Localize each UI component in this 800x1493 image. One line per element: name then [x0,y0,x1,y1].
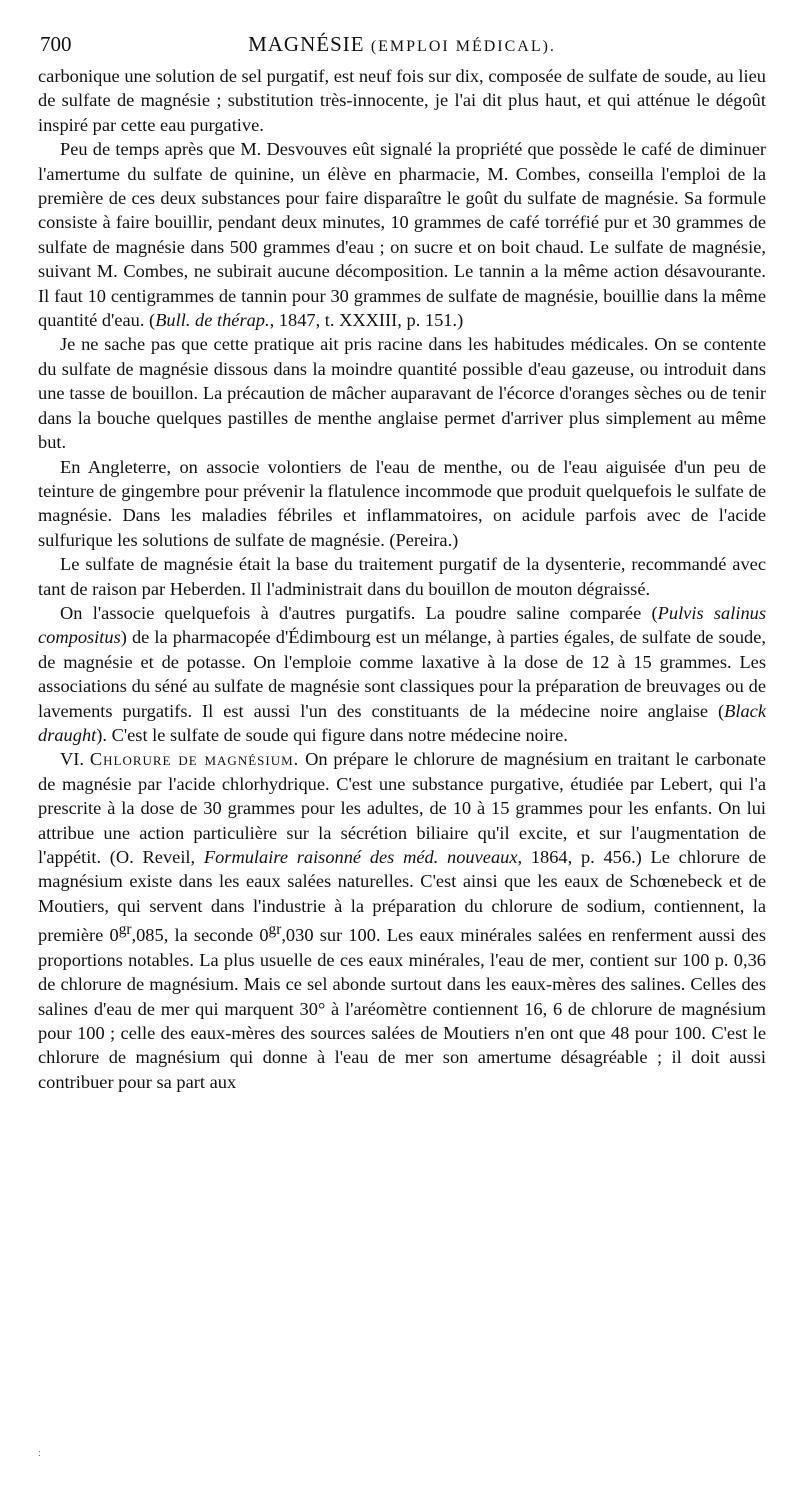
text-run: ,085, la seconde 0 [131,925,269,946]
text-run: Le sulfate de magnésie était la base du traitement purgatif de la dysenterie, recommandé avec tant de raison par Heberden. Il l'administrait dans du bouillon de mouton dégraissé. [38,554,766,599]
text-run: , 1864, p. 456.) Le chlorure de magnésium existe dans les eaux salées naturelles. C'est ainsi que les eaux de Schœnebeck et de Moutiers, qui servent dans l'industrie à la préparation du chlorure de sodium, contiennent, la première 0 [38,847,767,946]
superscript-run: gr [268,921,282,939]
text-run: ) de la pharmacopée d'Édimbourg est un mélange, à parties égales, de sulfate de soude, de magnésie et de potasse. On l'emploie comme laxative à la dose de 12 à 15 grammes. Les associations du séné au sulfate de magnésie sont classiques pour la préparation de breuvages ou de lavements purgatifs. Il est aussi l'un des constituants de la médecine noire anglaise ( [38,627,766,721]
italic-run: Formulaire raisonné des méd. nouveaux [203,847,518,867]
paragraph [38,137,766,332]
text-run: , 1847, t. XXXIII, p. 151.) [269,310,464,331]
text-run: ,030 sur 100. Les eaux minérales salées en renferment aussi des proportions notables. La plus usuelle de ces eaux minérales, l'eau de mer, contient sur 100 p. 0,36 de chlorure de magnésium. Mais ce sel abonde surtout dans les eaux-mères des salines. Celles des salines d'eau de mer qui marquent 30° à l'aréomètre contiennent 16, 6 de chlorure de magnésium pour 100 ; celle des eaux-mères des sources salées de Moutiers n'en ont que 48 pour 100. C'est le chlorure de magnésium qui donne à l'eau de mer son amertume désagréable ; il doit aussi contribuer pour sa part aux [38,925,766,1092]
italic-run: Pulvis salinus compositus [38,602,766,648]
text-run: Je ne sache pas que cette pratique ait pris racine dans les habitudes médicales. On se contente du sulfate de magnésie dissous dans la moindre quantité possible d'eau gazeuse, ou introduit dans une tasse de bouillon. La précaution de mâcher auparavant de l'écorce d'oranges sèches ou de tenir dans la bouche quelques pastilles de menthe anglaise permet d'arriver plus simplement au même but. [38,334,766,453]
text-run: En Angleterre, on associe volontiers de l'eau de menthe, ou de l'eau aiguisée d'un peu de teinture de gingembre pour prévenir la flatulence incommode que produit quelquefois le sulfate de magnésie. Dans les maladies fébriles et inflammatoires, on acidule parfois avec de l'acide sulfurique les solutions de sulfate de magnésie. (Pereira.) [38,456,766,550]
text-run: On prépare le chlorure de magnésium en traitant le carbonate de magnésie par l'acide chlorhydrique. C'est une substance purgative, étudiée par Lebert, qui l'a prescrite à la dose de 30 grammes pour les adultes, de 10 à 15 grammes pour les enfants. On lui attribue une action particulière sur la sécrétion biliaire qu'il excite, et sur l'augmentation de l'appétit. (O. Reveil, [38,749,767,867]
running-title-main: MAGNÉSIE [248,32,365,56]
text-run: VI. [60,749,90,770]
running-title-sub: (EMPLOI MÉDICAL). [370,38,556,55]
running-header [38,30,766,64]
text-run: carbonique une solution de sel purgatif, est neuf fois sur dix, composée de sulfate de soude, au lieu de sulfate de magnésie ; substitution très-innocente, je l'ai dit plus haut, et qui atténue le dégoût inspiré par cette eau purgative. [38,66,766,135]
text-run: On l'associe quelquefois à d'autres purgatifs. La poudre saline comparée ( [60,602,658,623]
italic-run: Black draught [38,700,766,745]
text-run: Peu de temps après que M. Desvouves eût signalé la propriété que possède le café de diminuer l'amertume du sulfate de quinine, un élève en pharmacie, M. Combes, conseilla l'emploi de la première de ces deux substances pour faire disparaître le goût du sulfate de magnésie. Sa formule consiste à faire bouillir, pendant deux minutes, 10 grammes de café torréfié pur et 30 grammes de sulfate de magnésie dans 500 grammes d'eau ; on sucre et on boit chaud. Le sulfate de magnésie, suivant M. Combes, ne subirait aucune décomposition. Le tannin a la même action désavourante. Il faut 10 centigrammes de tannin pour 30 grammes de sulfate de magnésie, bouillie dans la même quantité d'eau. ( [38,139,766,331]
footer-specks: : [38,1448,41,1459]
page-number: 700 [40,32,72,56]
section-heading: Chlorure de magnésium. [89,749,300,770]
paragraph [38,455,766,553]
italic-run: Bull. de thérap. [155,310,270,331]
text-run: ). C'est le sulfate de soude qui figure dans notre médecine noire. [96,724,568,745]
body-text [38,64,766,1094]
running-title [38,32,766,57]
paragraph [38,332,766,454]
paragraph [38,601,766,747]
paragraph [38,552,766,601]
superscript-run: gr [118,921,132,939]
paragraph [38,64,766,137]
paragraph [38,747,766,1094]
